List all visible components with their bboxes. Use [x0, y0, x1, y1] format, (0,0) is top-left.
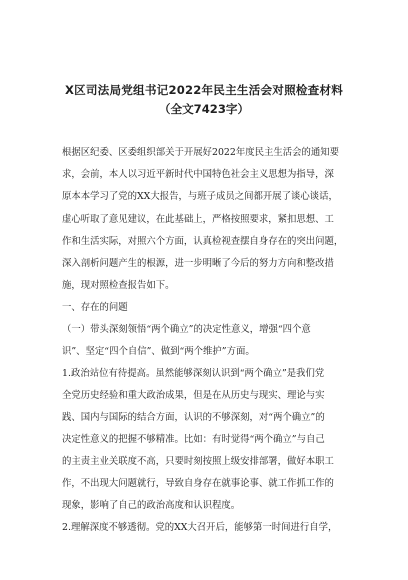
body-line: 求，会前，本人以习近平新时代中国特色社会主义思想为指导，深 [62, 169, 334, 180]
body-line: 作和生活实际，对照六个方面，认真检视查摆自身存在的突出问题， [62, 236, 344, 247]
body-line: 全党历史经验和重大政治成果，但是在从历史与现实、理论与实 [62, 390, 325, 401]
subsection-heading: （一）带头深刻领悟“两个确立”的决定性意义，增强“四个意 [62, 324, 311, 335]
body-line: 1.政治站位有待提高。虽然能够深刻认识到“两个确立”是我们党 [62, 368, 325, 379]
body-line: 决定性意义的把握不够精准。比如：有时觉得“两个确立”与自己 [62, 434, 325, 445]
body-line: 施，现对照检查报告如下。 [62, 280, 175, 291]
body-line: 现象，影响了自己的政治高度和认识程度。 [62, 500, 241, 511]
document-subtitle: （全文7423字） [158, 102, 250, 116]
body-line: 2.理解深度不够透彻。党的XX大召开后，能够第一时间进行自学， [62, 522, 338, 533]
subsection-heading-cont: 识”、坚定“四个自信”、做到“两个维护”方面。 [62, 346, 255, 357]
body-line: 深入剖析问题产生的根源，进一步明晰了今后的努力方向和整改措 [62, 258, 334, 269]
body-line: 作，不出现大问题就行，导致自身存在就事论事、就工作抓工作的 [62, 478, 334, 489]
body-line: 的主责主业关联度不高，只要时刻按照上级安排部署，做好本职工 [62, 456, 334, 467]
body-line: 原本本学习了党的XX大报告，与班子成员之间都开展了谈心谈话， [62, 191, 338, 202]
body-line: 践、国内与国际的结合方面，认识的不够深刻，对“两个确立”的 [62, 412, 325, 423]
document-title: X区司法局党组书记2022年民主生活会对照检查材料 [64, 83, 344, 97]
body-line: 根据区纪委、区委组织部关于开展好2022年度民主生活会的通知要 [62, 147, 339, 158]
section-heading: 一、存在的问题 [62, 302, 128, 313]
body-line: 虚心听取了意见建议，在此基础上，严格按照要求，紧扣思想、工 [62, 214, 334, 225]
